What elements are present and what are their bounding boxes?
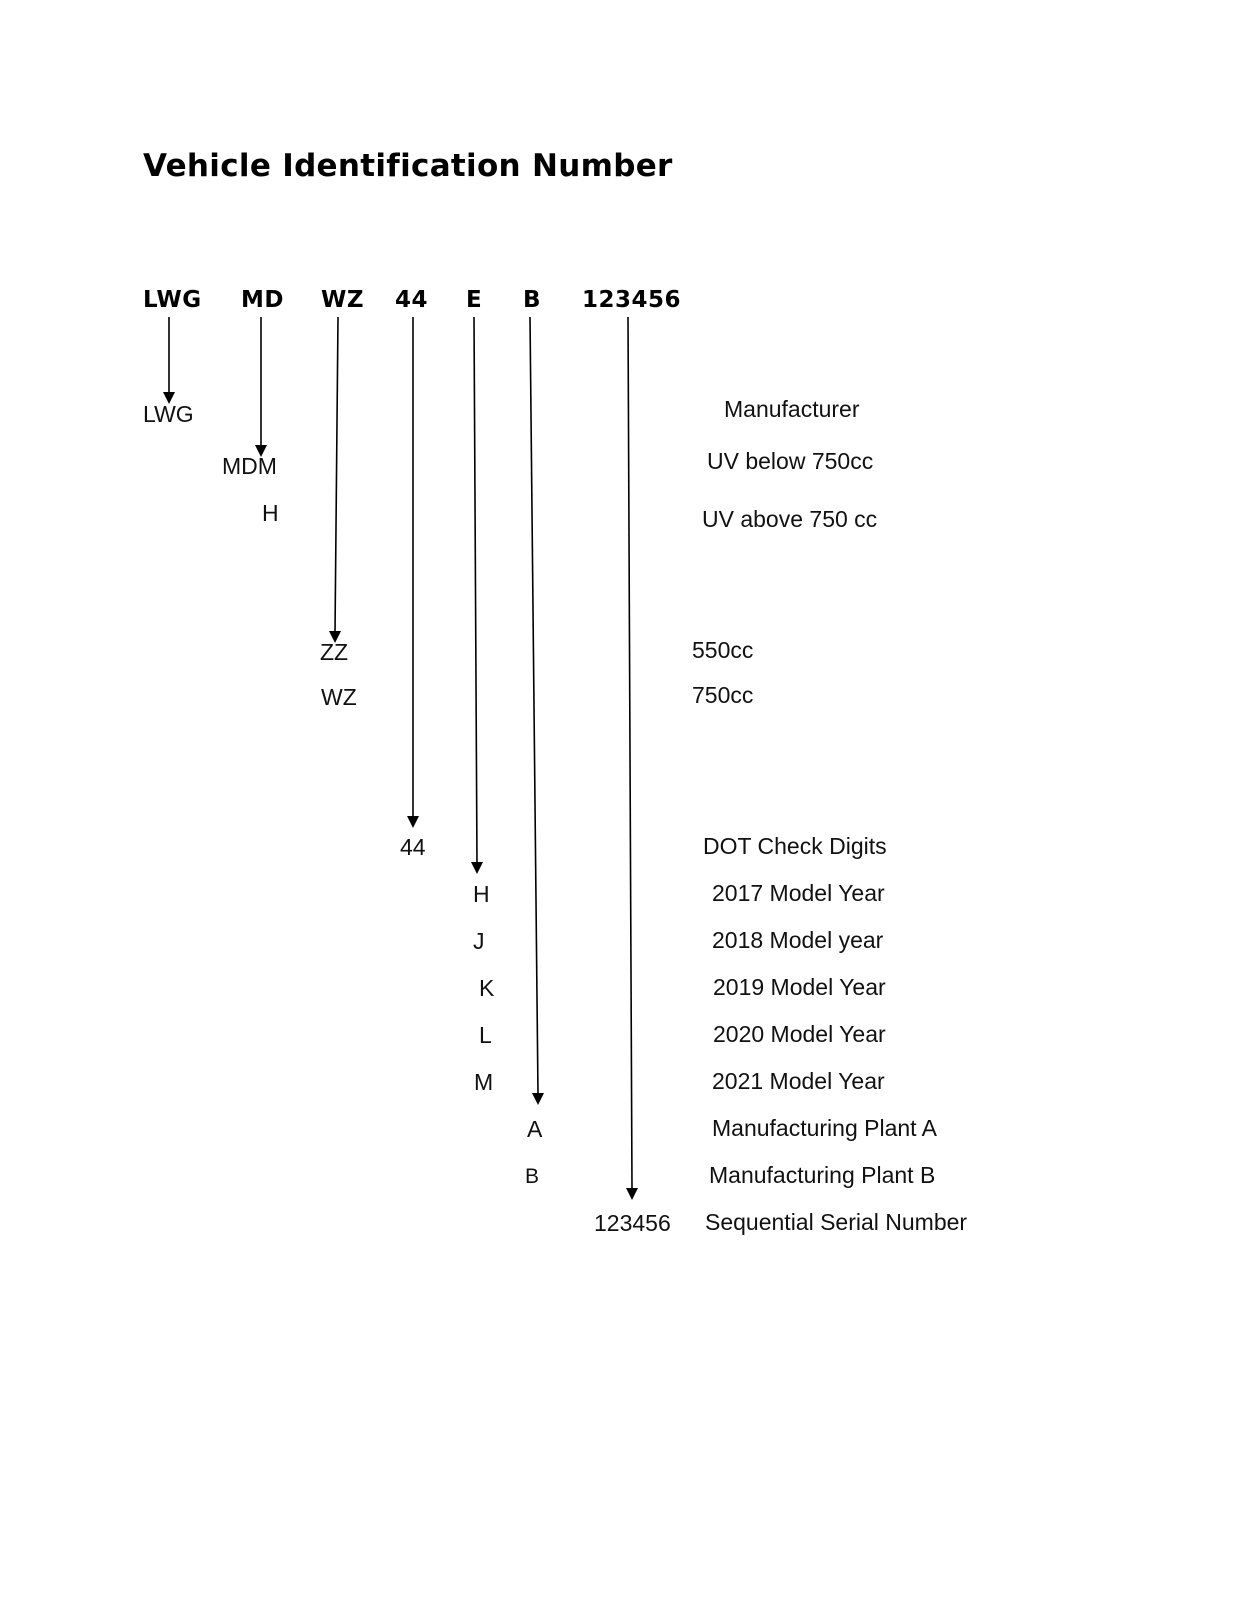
arrow-b <box>530 317 544 1105</box>
vin-segment-wz: WZ <box>321 287 365 313</box>
code-mdm: MDM <box>222 453 277 479</box>
arrow-serial <box>626 317 638 1200</box>
desc-uv-below: UV below 750cc <box>707 448 874 474</box>
desc-2018: 2018 Model year <box>712 927 884 953</box>
desc-manufacturer: Manufacturer <box>724 396 860 422</box>
code-44: 44 <box>400 834 426 860</box>
arrow-44 <box>407 317 419 828</box>
vin-segment-44: 44 <box>395 287 429 313</box>
desc-dot-check-digits: DOT Check Digits <box>703 833 887 859</box>
desc-550cc: 550cc <box>692 637 754 663</box>
vin-segment-md: MD <box>241 287 284 313</box>
desc-2021: 2021 Model Year <box>712 1068 885 1094</box>
arrow-lwg <box>163 317 175 404</box>
arrow-md <box>255 317 267 457</box>
desc-plant-b: Manufacturing Plant B <box>709 1162 936 1188</box>
desc-2019: 2019 Model Year <box>713 974 886 1000</box>
page-title: Vehicle Identification Number <box>143 148 673 184</box>
code-h-year: H <box>473 881 490 907</box>
desc-serial: Sequential Serial Number <box>705 1209 968 1235</box>
vin-segment-serial: 123456 <box>582 287 682 313</box>
code-l: L <box>479 1022 492 1048</box>
code-b: B <box>525 1165 540 1188</box>
code-zz: ZZ <box>320 639 349 665</box>
code-k: K <box>479 975 495 1001</box>
arrow-wz <box>329 317 341 643</box>
vin-segment-e: E <box>466 287 483 313</box>
desc-uv-above: UV above 750 cc <box>702 506 878 532</box>
code-m: M <box>474 1069 494 1095</box>
code-serial: 123456 <box>594 1210 671 1236</box>
code-lwg: LWG <box>143 401 194 427</box>
vin-segment-b: B <box>523 287 542 313</box>
vin-segment-lwg: LWG <box>143 287 202 313</box>
desc-2017: 2017 Model Year <box>712 880 885 906</box>
code-wz: WZ <box>321 684 357 710</box>
desc-2020: 2020 Model Year <box>713 1021 886 1047</box>
code-h-type: H <box>262 500 279 526</box>
code-j: J <box>473 928 485 954</box>
code-a: A <box>527 1116 543 1142</box>
desc-plant-a: Manufacturing Plant A <box>712 1115 938 1141</box>
arrow-e <box>471 317 483 874</box>
desc-750cc: 750cc <box>692 682 754 708</box>
